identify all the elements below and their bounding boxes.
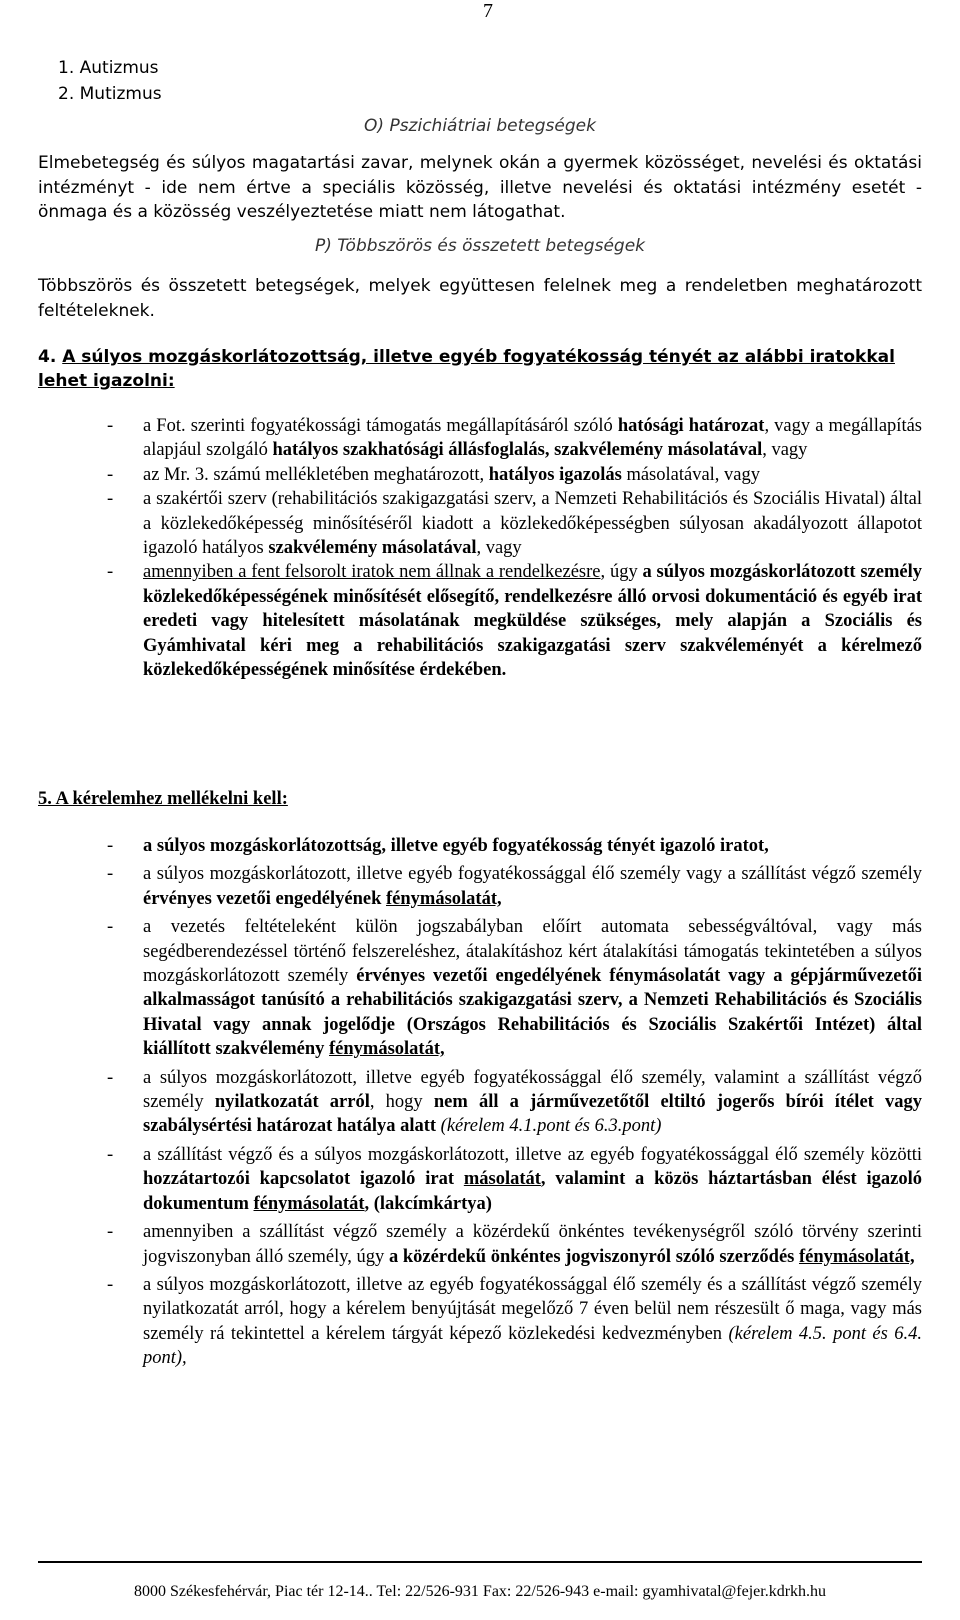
list-item: - a szállítást végző és a súlyos mozgáskorlátozott, illetve az egyéb fogyatékossággal élő személy közötti hozzátartozói kapcsolatot igazoló irat másolatát, valamint a közös háztartásban élést igazoló dokumentum fénymásolatát, (lakcímkártya): [107, 1144, 923, 1214]
section-5-heading: 5. A kérelemhez mellékelni kell:: [38, 789, 288, 809]
list-item: - a súlyos mozgáskorlátozottság, illetve egyéb fogyatékosság tényét igazoló iratot,: [107, 836, 769, 856]
list-item: - amennyiben a szállítást végző személy a közérdekű önkéntes tevékenységről szóló törvény szerinti jogviszonyban álló személy, úgy a közérdekű önkéntes jogviszonyról szóló szerződés fénymásolatát,: [107, 1222, 922, 1267]
list-item: - a súlyos mozgáskorlátozott, illetve egyéb fogyatékossággal élő személy, valamint a szállítást végző személy nyilatkozatát arról, hogy nem áll a járművezetőtől eltiltó jogerős bírói ítélet vagy szabálysértési határozat hatálya alatt (kérelem 4.1.pont és 6.3.pont): [107, 1067, 922, 1137]
footer-contact: 8000 Székesfehérvár, Piac tér 12-14.. Tel: 22/526-931 Fax: 22/526-943 e-mail: gyamhivatal@fejer.kdrkh.hu: [133, 1583, 827, 1600]
disorder-list: [58, 55, 162, 107]
section-o-text: Elmebetegség és súlyos magatartási zavar, melynek okán a gyermek közösséget, nevelési és oktatási intézményt - ide nem értve a speciális közösség, illetve nevelési és oktatási intézmény esetét - önmaga és a közösség veszélyeztetése miatt nem látogathat.: [38, 153, 922, 222]
section-5-list: [38, 834, 922, 1371]
section-4-heading: [38, 345, 922, 393]
list-item: - a szakértői szerv (rehabilitációs szakigazgatási szerv, a Nemzeti Rehabilitációs és Szociális Hivatal) által a közlekedőképesség minősítéséről kiadott a közlekedőképességben súlyosan akadályozott állapotot igazoló hatályos szakvélemény másolatával, vagy: [107, 489, 922, 559]
list-item: - a vezetés feltételeként külön jogszabályban előírt automata sebességváltóval, vagy más segédberendezéssel történő felszereléshez, átalakításhoz kért átalakítási támogatás tekintetében a súlyos mozgáskorlátozott személy érvényes vezetői engedélyének fénymásolatát vagy a gépjárművezetői alkalmasságot tanúsító a rehabilitációs szakigazgatási szerv, a Nemzeti Rehabilitációs és Szociális Hivatal vagy annak jogelődje (Országos Rehabilitációs és Szociális Szakértői Intézet) által kiállított szakvélemény fénymásolatát,: [107, 917, 922, 1060]
list-item: - a Fot. szerinti fogyatékossági támogatás megállapításáról szóló hatósági határozat, vagy a megállapítás alapjául szolgáló hatályos szakhatósági állásfoglalás, szakvélemény másolatával, vagy: [107, 416, 922, 461]
section-p-title: P) Többszörös és összetett betegségek: [314, 236, 646, 256]
footer-divider: [38, 1561, 922, 1563]
section-p-text: Többszörös és összetett betegségek, melyek együttesen felelnek meg a rendeletben meghatározott feltételeknek.: [38, 276, 922, 321]
section-o-title: O) Pszichiátriai betegségek: [364, 116, 596, 136]
section-4-heading-text: A súlyos mozgáskorlátozottság, illetve egyéb fogyatékosság tényét az alábbi iratokkal lehet igazolni:: [38, 347, 895, 391]
list-item: 2. Mutizmus: [58, 84, 162, 104]
list-item: - az Mr. 3. számú mellékletében meghatározott, hatályos igazolás másolatával, vagy: [107, 464, 761, 485]
list-item: 1. Autizmus: [58, 58, 159, 78]
list-item: - a súlyos mozgáskorlátozott, illetve egyéb fogyatékossággal élő személy vagy a szállítást végző személy érvényes vezetői engedélyének fénymásolatát,: [107, 864, 922, 909]
list-item: - amennyiben a fent felsorolt iratok nem állnak a rendelkezésre, úgy a súlyos mozgáskorlátozott személy közlekedőképességének minősítését elősegítő, rendelkezésre álló orvosi dokumentáció és egyéb irat eredeti vagy hitelesített másolatának megküldése szükséges, mely alapján a Szociális és Gyámhivatal kéri meg a rehabilitációs szakigazgatási szerv szakvéleményét a kérelmező közlekedőképességének minősítése érdekében.: [107, 562, 922, 681]
section-4-list: [38, 414, 922, 682]
section-4-number: 4.: [38, 347, 57, 367]
page-number: 7: [483, 0, 493, 22]
list-item: - a súlyos mozgáskorlátozott, illetve az egyéb fogyatékossággal élő személy és a szállítást végző személy nyilatkozatát arról, hogy a kérelem benyújtását megelőző 7 éven belül nem részesült ő maga, vagy más személy rá tekintettel a kérelem tárgyát képező közlekedési kedvezményben (kérelem 4.5. pont és 6.4. pont),: [107, 1274, 922, 1369]
